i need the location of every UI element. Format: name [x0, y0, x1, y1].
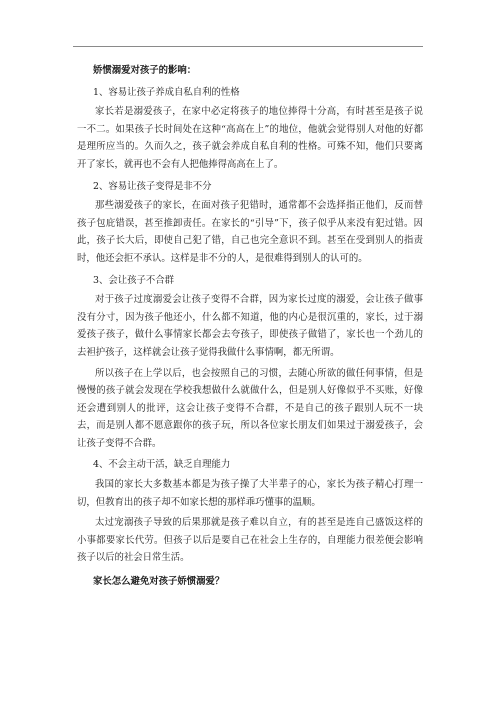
- document-body: [77, 62, 423, 593]
- section-3-paragraph-1: 对于孩子过度溺爱会让孩子变得不合群，因为家长过度的溺爱，会让孩子做事没有分寸，因为孩子他还小，什么都不知道，他的内心是很沉重的，家长，过于溺爱孩子孩子，做什么事情家长都会去夸孩子，即使孩子做错了，家长也一个劲儿的去袒护孩子，这样就会让孩子觉得我做什么事情啊，都无所谓。: [77, 294, 423, 358]
- section-heading-3: 3、会让孩子不合群: [93, 274, 174, 286]
- document-title: 娇惯溺爱对孩子的影响：: [93, 65, 197, 76]
- section-4-paragraph-1: 我国的家长大多数基本都是为孩子操了大半辈子的心，家长为孩子精心打理一切，但教育出的孩子却不如家长想的那样乖巧懂事的温顺。: [77, 479, 423, 508]
- section-4-paragraph-2: 太过宠溺孩子导致的后果那就是孩子难以自立，有的甚至是连自己盛饭这样的小事都要家长代劳。但孩子以后是要自己在社会上生存的，自理能力很差便会影响孩子以后的社会日常生活。: [77, 517, 423, 564]
- section-2-paragraph-1: 那些溺爱孩子的家长，在面对孩子犯错时，通常都不会选择指正他们，反而替孩子包庇错误，甚至推卸责任。在家长的“引导”下，孩子似乎从来没有犯过错。因此，孩子长大后，即使自己犯了错，自己也完全意识不到。甚至在受到别人的指责时，他还会拒不承认。这样是非不分的人，是很难得到别人的认可的。: [77, 200, 423, 264]
- section-3-paragraph-2: 所以孩子在上学以后，也会按照自己的习惯，去随心所欲的做任何事情，但是慢慢的孩子就会发现在学校我想做什么就做什么，但是别人好像似乎不买账，好像还会遭到别人的批评，这会让孩子变得不合群，不是自己的孩子跟别人玩不一块去，而是别人都不愿意跟你的孩子玩，所以各位家长朋友们如果过于溺爱孩子，会让孩子变得不合群。: [77, 367, 423, 449]
- section-heading-2: 2、容易让孩子变得是非不分: [93, 180, 212, 192]
- section-1-paragraph-1: 家长若是溺爱孩子，在家中必定将孩子的地位捧得十分高，有时甚至是孩子说一不二。如果孩子长时间处在这种“高高在上”的地位，他就会觉得别人对他的好都是理所应当的。久而久之，孩子就会养成自私自利的性格。可殊不知，他们只要离开了家长，就再也不会有人把他捧得高高在上了。: [77, 106, 423, 170]
- header-rule: [73, 46, 423, 47]
- section-heading-4: 4、不会主动干活，缺乏自理能力: [93, 459, 231, 471]
- section-heading-1: 1、容易让孩子养成自私自利的性格: [93, 86, 240, 98]
- closing-title: 家长怎么避免对孩子娇惯溺爱？: [93, 576, 225, 588]
